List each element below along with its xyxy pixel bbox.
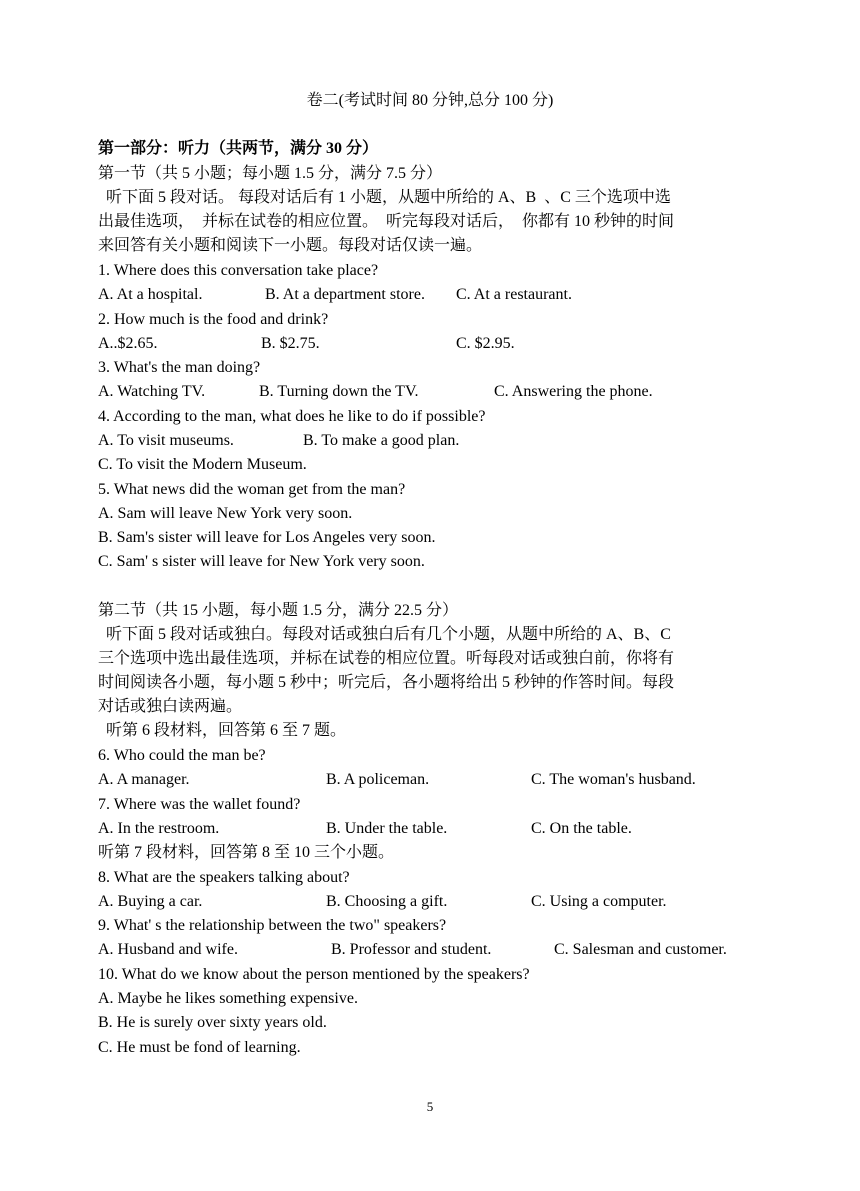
option-a: A..$2.65. — [98, 335, 158, 352]
section2-instructions-line: 对话或独白读两遍。 — [98, 698, 243, 715]
option-c: C. $2.95. — [456, 335, 515, 352]
option-b: B. He is surely over sixty years old. — [98, 1014, 327, 1031]
option-a: A. Sam will leave New York very soon. — [98, 505, 353, 522]
question-stem: 6. Who could the man be? — [98, 747, 266, 764]
option-b: B. A policeman. — [326, 771, 430, 788]
option-c: C. To visit the Modern Museum. — [98, 456, 307, 473]
paper-title: 卷二(考试时间 80 分钟,总分 100 分) — [306, 92, 554, 109]
option-c: C. Answering the phone. — [494, 383, 653, 400]
option-b: B. To make a good plan. — [303, 432, 460, 449]
option-b: B. At a department store. — [265, 286, 425, 303]
option-c: C. At a restaurant. — [456, 286, 572, 303]
option-b: B. Sam's sister will leave for Los Angeles very soon. — [98, 529, 436, 546]
option-a: A. At a hospital. — [98, 286, 203, 303]
option-c: C. Salesman and customer. — [554, 941, 727, 958]
option-a: A. Husband and wife. — [98, 941, 238, 958]
option-c: C. He must be fond of learning. — [98, 1039, 301, 1056]
option-a: A. Maybe he likes something expensive. — [98, 990, 358, 1007]
option-c: C. Using a computer. — [531, 893, 667, 910]
option-c: C. Sam' s sister will leave for New York very soon. — [98, 553, 425, 570]
option-a: A. Watching TV. — [98, 383, 206, 400]
question-stem: 3. What's the man doing? — [98, 359, 261, 376]
material-6-instruction: 听第 6 段材料，回答第 6 至 7 题。 — [98, 722, 347, 739]
section2-heading: 第二节（共 15 小题，每小题 1.5 分，满分 22.5 分） — [98, 602, 459, 619]
section1-instructions-line: 听下面 5 段对话。 每段对话后有 1 小题，从题中所给的 A、B 、C 三个选项中选 — [98, 189, 671, 206]
part1-heading: 第一部分：听力（共两节，满分 30 分） — [98, 140, 379, 157]
question-stem: 10. What do we know about the person mentioned by the speakers? — [98, 966, 530, 983]
page-number: 5 — [426, 1099, 434, 1114]
question-stem: 1. Where does this conversation take place? — [98, 262, 379, 279]
section2-instructions-line: 听下面 5 段对话或独白。每段对话或独白后有几个小题，从题中所给的 A、B、C — [98, 626, 671, 643]
section2-instructions-line: 三个选项中选出最佳选项，并标在试卷的相应位置。听每段对话或独白前，你将有 — [98, 650, 675, 667]
option-a: A. A manager. — [98, 771, 190, 788]
section2-instructions-line: 时间阅读各小题，每小题 5 秒中；听完后，各小题将给出 5 秒钟的作答时间。每段 — [98, 674, 675, 691]
section1-instructions-line: 来回答有关小题和阅读下一小题。每段对话仅读一遍。 — [98, 237, 483, 254]
section1-instructions-line: 出最佳选项， 并标在试卷的相应位置。 听完每段对话后， 你都有 10 秒钟的时间 — [98, 213, 675, 230]
option-c: C. On the table. — [531, 820, 632, 837]
question-stem: 5. What news did the woman get from the man? — [98, 481, 406, 498]
option-b: B. Under the table. — [326, 820, 448, 837]
material-7-instruction: 听第 7 段材料，回答第 8 至 10 三个小题。 — [98, 844, 395, 861]
option-b: B. Turning down the TV. — [259, 383, 419, 400]
section1-heading: 第一节（共 5 小题；每小题 1.5 分，满分 7.5 分） — [98, 165, 443, 182]
option-b: B. Choosing a gift. — [326, 893, 448, 910]
option-a: A. Buying a car. — [98, 893, 203, 910]
question-stem: 8. What are the speakers talking about? — [98, 869, 350, 886]
question-stem: 4. According to the man, what does he like to do if possible? — [98, 408, 486, 425]
option-b: B. Professor and student. — [331, 941, 492, 958]
question-stem: 7. Where was the wallet found? — [98, 796, 301, 813]
question-stem: 2. How much is the food and drink? — [98, 311, 329, 328]
option-c: C. The woman's husband. — [531, 771, 696, 788]
option-a: A. To visit museums. — [98, 432, 234, 449]
question-stem: 9. What' s the relationship between the two" speakers? — [98, 917, 447, 934]
option-b: B. $2.75. — [261, 335, 320, 352]
option-a: A. In the restroom. — [98, 820, 220, 837]
